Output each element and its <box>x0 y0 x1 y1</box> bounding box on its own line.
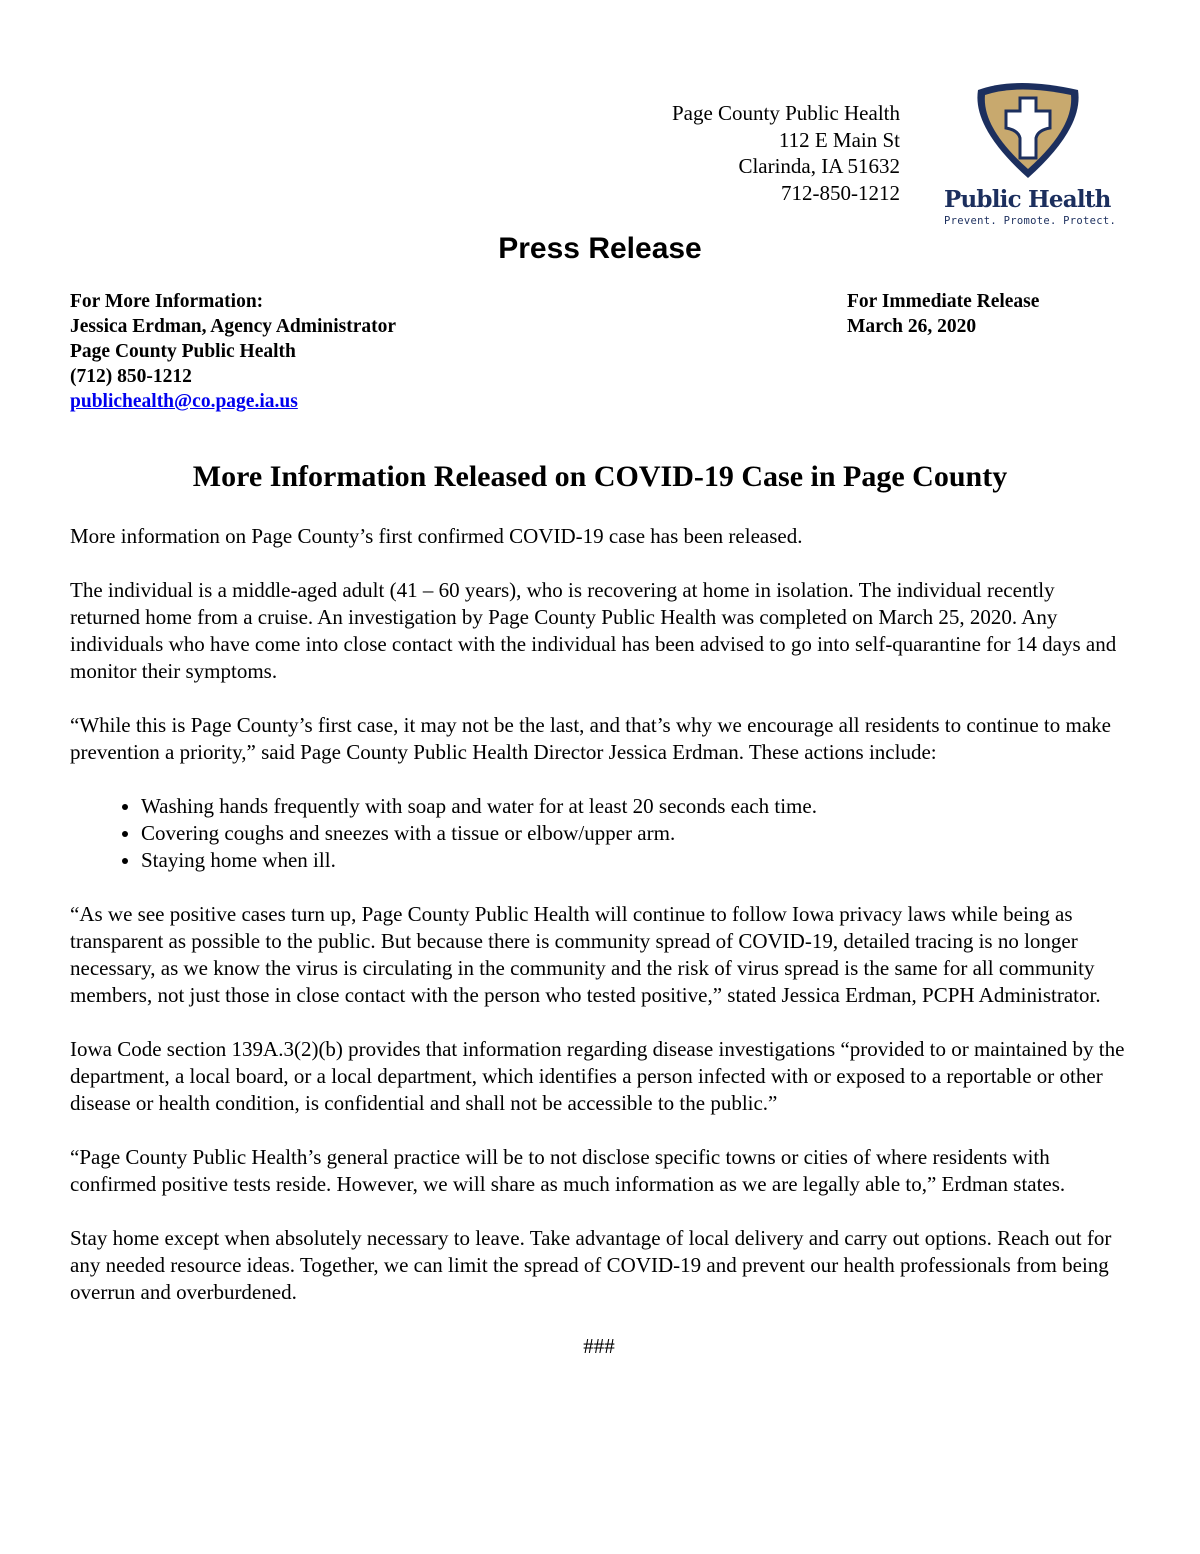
paragraph: “Page County Public Health’s general practice will be to not disclose specific towns or cities of where residents with confirmed positive tests reside. However, we will share as much information as we are legally able to,” Erdman states. <box>70 1145 1066 1196</box>
contact-heading: For More Information: <box>70 291 264 312</box>
release-date: March 26, 2020 <box>847 316 977 337</box>
paragraph: “While this is Page County’s first case, it may not be the last, and that’s why we encourage all residents to continue to make prevention a priority,” said Page County Public Health Director Jessica Erdman. These actions include: <box>70 713 1111 764</box>
list-item: • Staying home when ill. <box>141 847 1128 874</box>
public-health-logo <box>938 78 1118 233</box>
logo-brand: Public Health <box>944 186 1111 213</box>
contact-org: Page County Public Health <box>70 341 296 362</box>
paragraph: The individual is a middle-aged adult (41 – 60 years), who is recovering at home in isolation. The individual recently returned home from a cruise. An investigation by Page County Public Health was completed on March 25, 2020. Any individuals who have come into close contact with the individual has been advised to go into self-quarantine for 14 days and monitor their symptoms. <box>70 578 1117 683</box>
press-release-heading: Press Release <box>498 232 702 265</box>
address-line: Page County Public Health <box>671 101 900 125</box>
paragraph: “As we see positive cases turn up, Page County Public Health will continue to follow Iowa privacy laws while being as transparent as possible to the public. But because there is community spread of COVID-19, detailed tracing is no longer necessary, as we know the virus is circulating in the community and the risk of virus spread is the same for all community members, not just those in close contact with the person who tested positive,” stated Jessica Erdman, PCPH Administrator. <box>70 902 1101 1007</box>
paragraph: More information on Page County’s first confirmed COVID-19 case has been released. <box>70 524 803 548</box>
document-body <box>70 523 1128 1360</box>
address-line: Clarinda, IA 51632 <box>738 154 900 178</box>
list-item: • Washing hands frequently with soap and water for at least 20 seconds each time. <box>141 793 1128 820</box>
release-label: For Immediate Release <box>847 291 1040 312</box>
list-item: • Covering coughs and sneezes with a tissue or elbow/upper arm. <box>141 820 1128 847</box>
shield-cross-icon <box>938 78 1118 183</box>
logo-tagline: Prevent. Promote. Protect. <box>944 215 1117 227</box>
sender-address <box>672 100 900 206</box>
document-title: More Information Released on COVID-19 Case in Page County <box>192 460 1008 493</box>
end-mark: ### <box>583 1334 615 1358</box>
contact-name: Jessica Erdman, Agency Administrator <box>70 316 397 337</box>
address-line: 112 E Main St <box>778 127 900 152</box>
paragraph: Stay home except when absolutely necessary to leave. Take advantage of local delivery and carry out options. Reach out for any needed resource ideas. Together, we can limit the spread of COVID-19 and prevent our health professionals from being overrun and overburdened. <box>70 1226 1112 1304</box>
release-block <box>847 289 1039 339</box>
paragraph: Iowa Code section 139A.3(2)(b) provides that information regarding disease investigations “provided to or maintained by the department, a local board, or a local department, which identifies a person infected with or exposed to a reportable or other disease or health condition, is confidential and shall not be accessible to the public.” <box>70 1037 1125 1115</box>
address-line: 712-850-1212 <box>781 180 900 205</box>
contact-phone: (712) 850-1212 <box>70 366 192 387</box>
prevention-list <box>70 793 1128 874</box>
contact-block <box>70 289 396 414</box>
contact-email-link[interactable]: publichealth@co.page.ia.us <box>70 391 298 412</box>
